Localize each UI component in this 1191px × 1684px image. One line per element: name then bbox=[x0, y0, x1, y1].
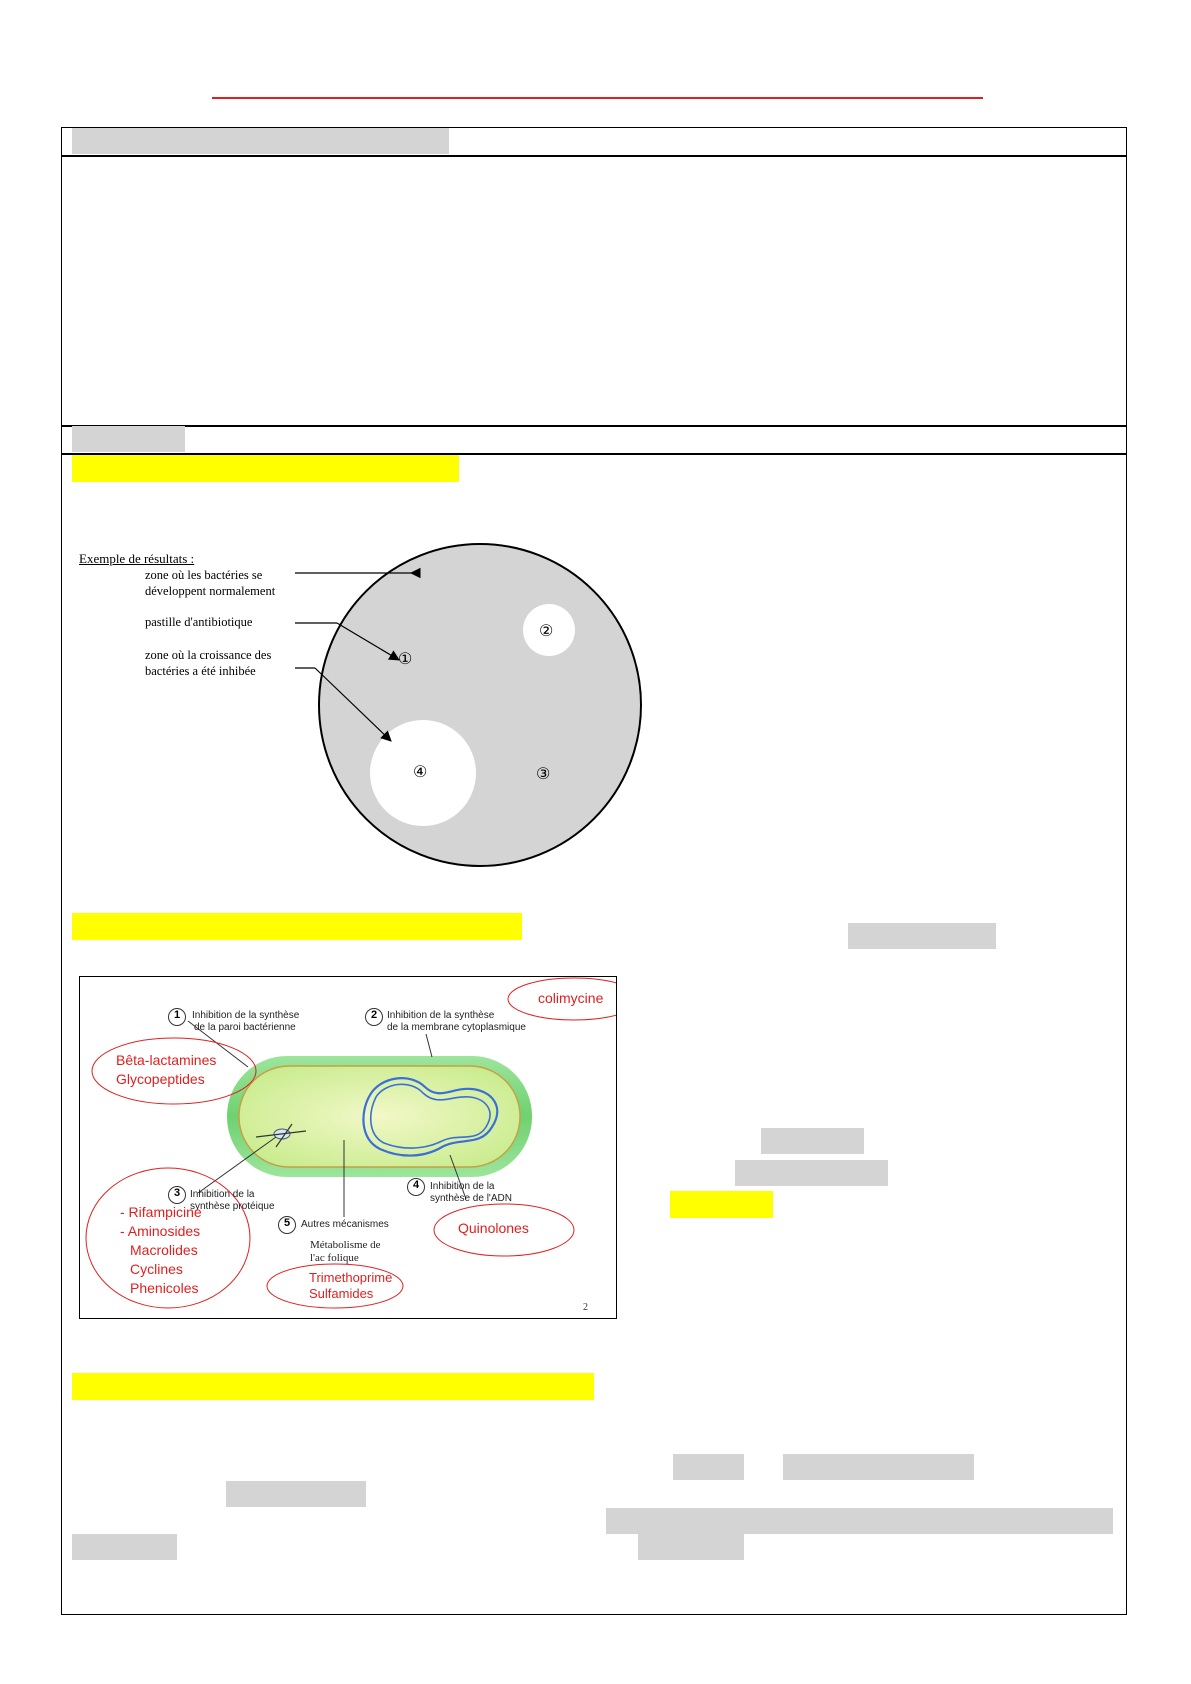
mechanism-number-1: 1 bbox=[173, 1009, 181, 1021]
heading-highlight-1 bbox=[72, 455, 459, 482]
mechanism-label-5: Autres mécanismes bbox=[301, 1219, 389, 1230]
disc-marker-2: ② bbox=[539, 623, 554, 640]
cell-membrane bbox=[239, 1066, 520, 1167]
redacted-text-2 bbox=[761, 1128, 864, 1154]
disc-marker-3: ③ bbox=[536, 766, 551, 783]
redacted-text-4 bbox=[673, 1454, 744, 1480]
redacted-text-8 bbox=[72, 1534, 177, 1560]
redacted-text-1 bbox=[848, 923, 996, 949]
petri-dish bbox=[319, 544, 641, 866]
mechanism-label-4: Inhibition de la synthèse de l'ADN bbox=[430, 1181, 512, 1204]
mechanism-label-1: Inhibition de la synthèse de la paroi bactérienne bbox=[192, 1010, 300, 1033]
antibiotic-group-wall: Bêta-lactamines Glycopeptides bbox=[116, 1052, 217, 1087]
row-divider-1 bbox=[61, 155, 1127, 157]
redacted-text-9 bbox=[638, 1534, 744, 1560]
disc-marker-1: ① bbox=[398, 651, 413, 668]
mechanism-number-3: 3 bbox=[173, 1187, 181, 1199]
label-disc: pastille d'antibiotique bbox=[145, 615, 253, 629]
highlight-text-1 bbox=[670, 1191, 773, 1218]
mechanism-number-2: 2 bbox=[370, 1009, 378, 1021]
label-normal-growth: zone où les bactéries se développent normalement bbox=[145, 568, 276, 598]
heading-highlight-3 bbox=[72, 1373, 594, 1400]
label-inhibition: zone où la croissance des bactéries a été inhibée bbox=[145, 648, 272, 678]
row-divider-2 bbox=[61, 425, 1127, 427]
antibiotic-quinolones: Quinolones bbox=[458, 1220, 529, 1236]
redacted-text-7 bbox=[606, 1508, 1113, 1534]
antibiotic-group-folate: Trimethoprime Sulfamides bbox=[309, 1270, 393, 1301]
mechanisms-figure bbox=[79, 976, 617, 1319]
redacted-text-5 bbox=[783, 1454, 974, 1480]
redacted-text-3 bbox=[735, 1160, 888, 1186]
mechanism-label-3: Inhibition de la synthèse protéique bbox=[190, 1189, 275, 1212]
section-header-redacted-2 bbox=[72, 426, 185, 452]
mechanism-number-5: 5 bbox=[283, 1217, 291, 1229]
antibiotic-colimycine: colimycine bbox=[538, 990, 604, 1006]
mechanism-number-4: 4 bbox=[412, 1179, 420, 1191]
slide-number: 2 bbox=[583, 1302, 588, 1313]
mechanism-label-2: Inhibition de la synthèse de la membrane cytoplasmique bbox=[387, 1010, 526, 1033]
mechanism-label-5-sub: Métabolisme de l'ac folique bbox=[310, 1239, 381, 1264]
disc-marker-4: ④ bbox=[413, 764, 428, 781]
redacted-text-6 bbox=[226, 1481, 366, 1507]
antibiogram-heading: Exemple de résultats : bbox=[79, 551, 195, 566]
title-underline bbox=[212, 97, 983, 99]
heading-highlight-2 bbox=[72, 913, 522, 940]
section-header-redacted-1 bbox=[72, 128, 449, 154]
antibiotic-group-protein: - Rifampicine - Aminosides Macrolides Cyclines Phenicoles bbox=[120, 1204, 202, 1296]
